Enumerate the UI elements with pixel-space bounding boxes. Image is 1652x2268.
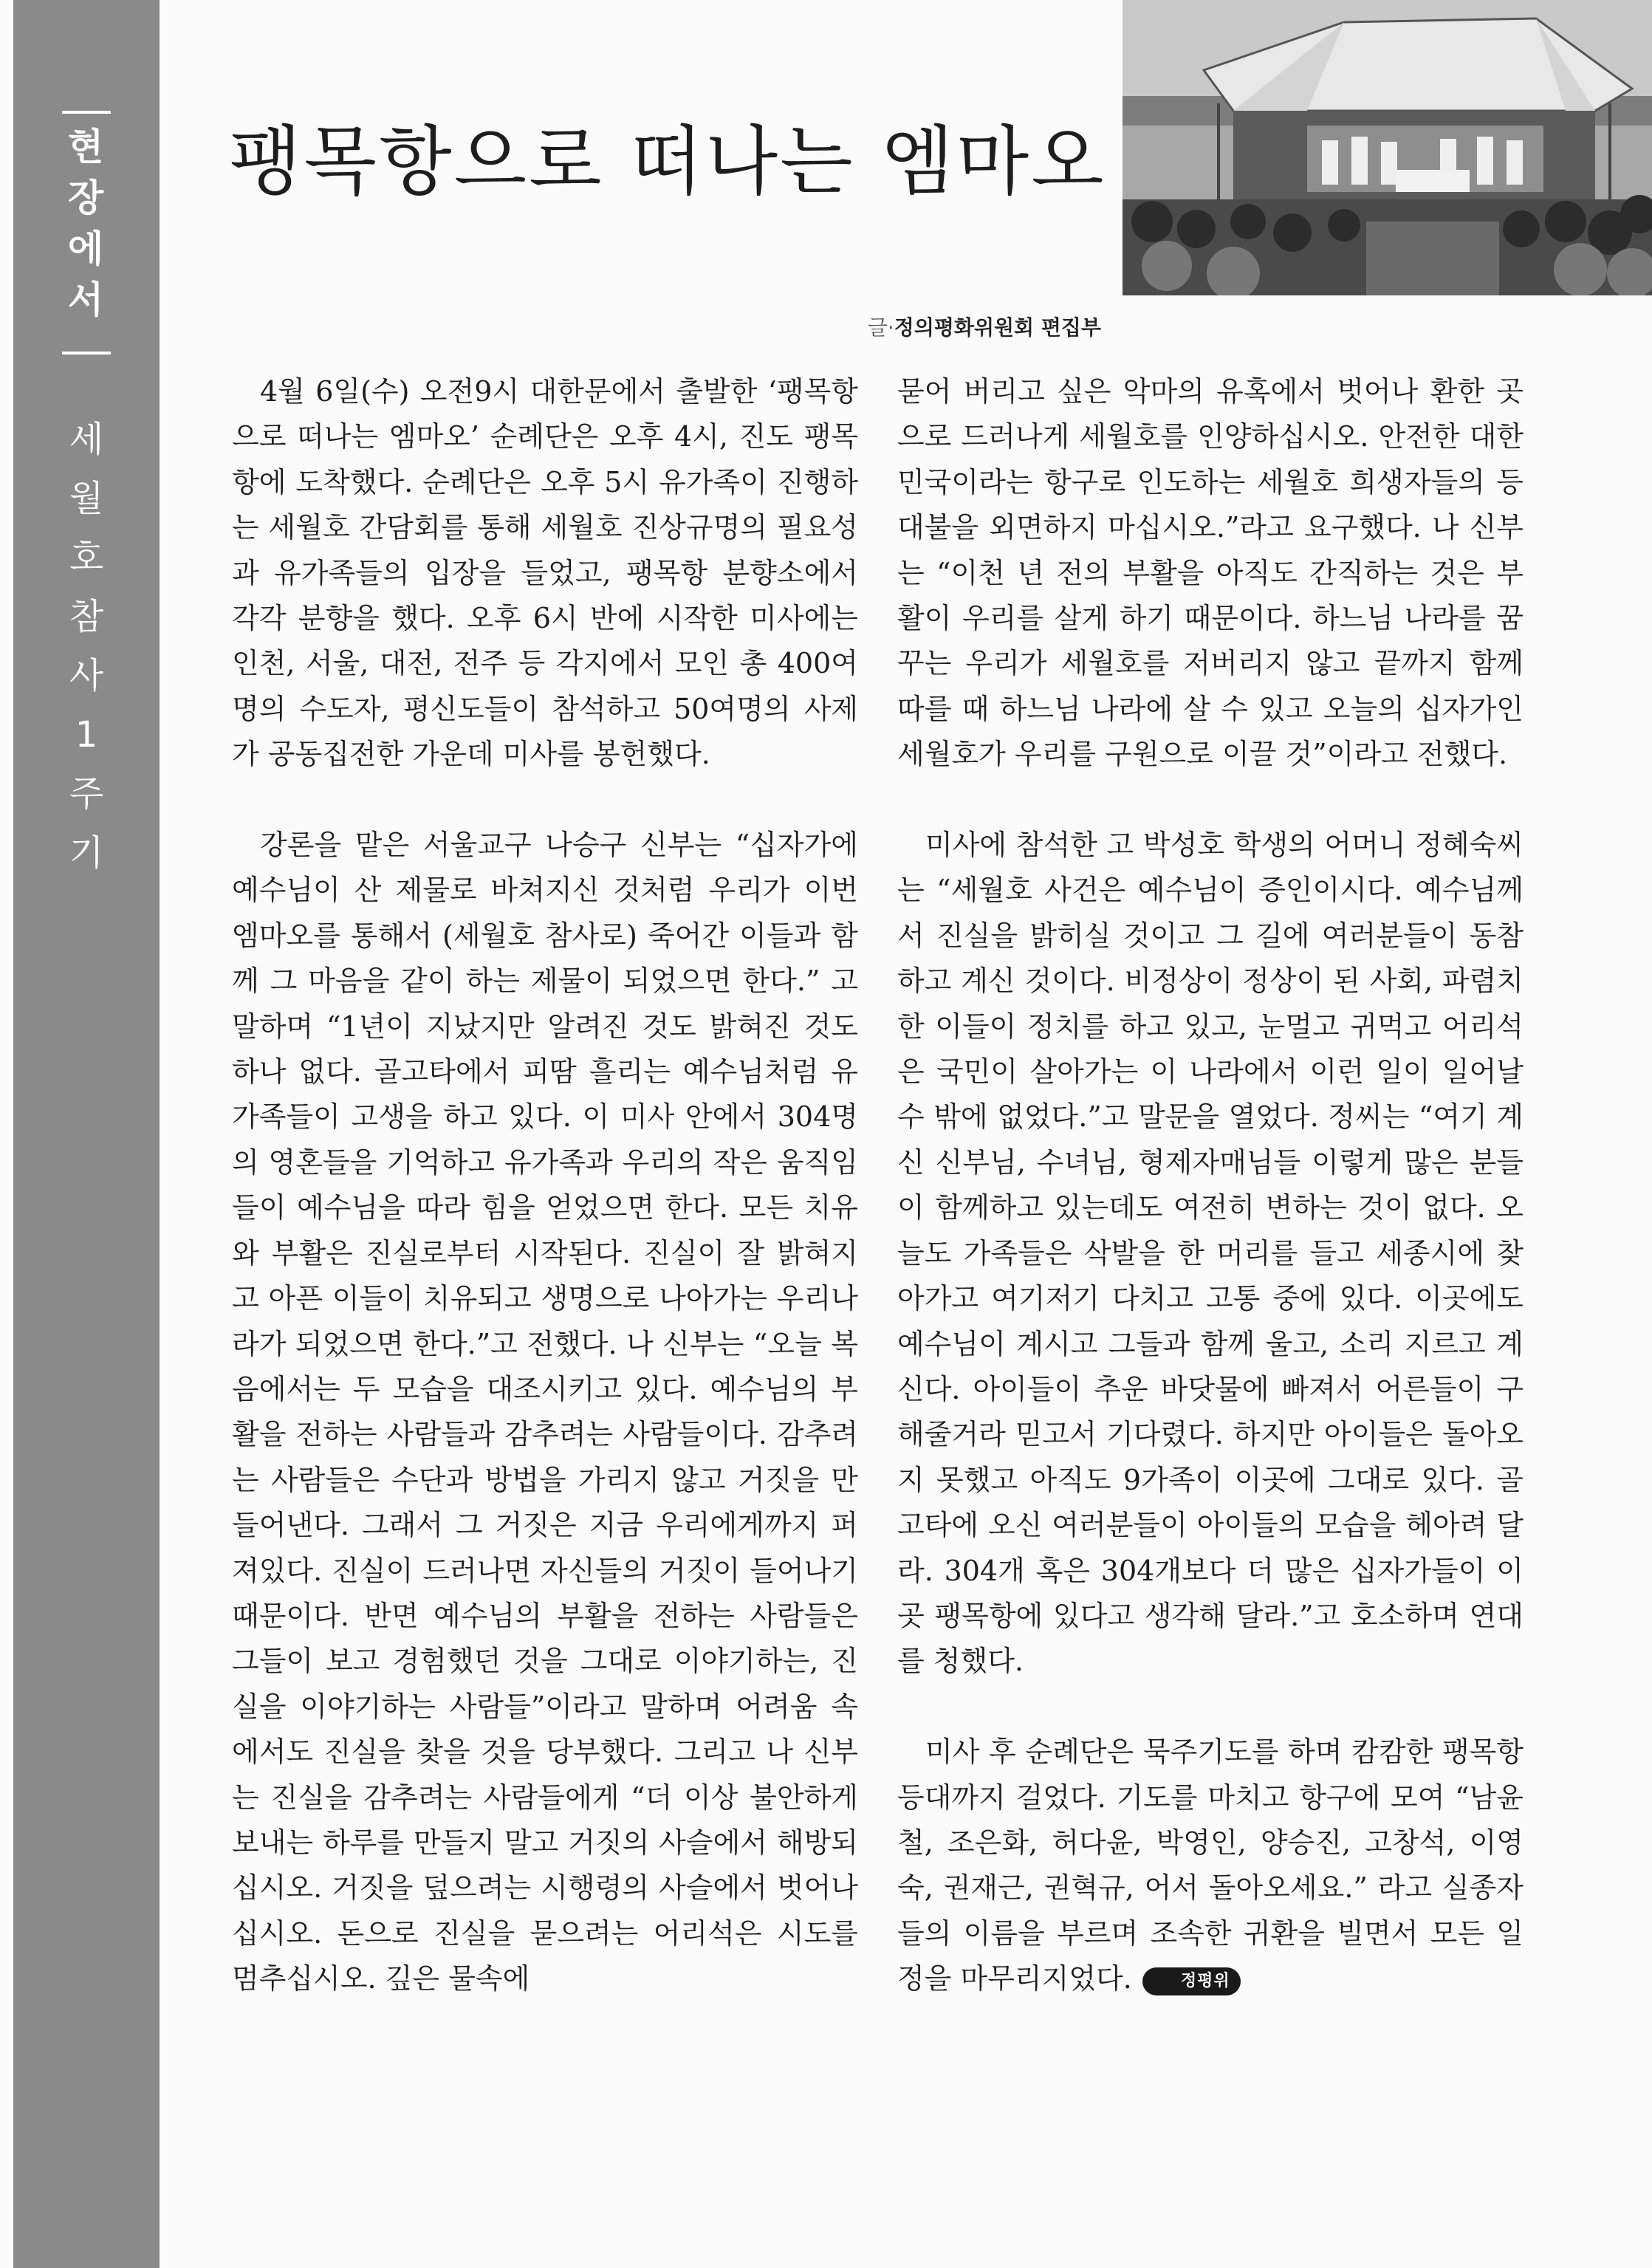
page-title: 팽목항으로 떠나는 엠마오 [229, 118, 1106, 206]
topic-char: 사 [69, 655, 104, 696]
sidebar [13, 0, 160, 2268]
paragraph [897, 1730, 1524, 2001]
topic-char: 참 [69, 596, 104, 637]
topic-char: 기 [69, 832, 104, 874]
topic-char: 세 [69, 419, 104, 460]
paragraph: 4월 6일(수) 오전9시 대한문에서 출발한 ‘팽목항으로 떠나는 엠마오’ 순례단은 오후 4시, 진도 팽목항에 도착했다. 순례단은 오후 5시 유가족이 진행하는 세월호 간담회를 통해 세월호 진상규명의 필요성과 유가족들의 입장을 들었고, 팽목항 분향소에서 각각 분향을 했다. 오후 6시 반에 시작한 미사에는 인천, 서울, 대전, 전주 등 각지에서 모인 총 400여명의 수도자, 평신도들이 참석하고 50여명의 사제가 공동집전한 가운데 미사를 봉헌했다. [232, 375, 858, 771]
section-top-rule [62, 111, 111, 114]
end-mark: 정평위 [1142, 1967, 1241, 1995]
paragraph: 묻어 버리고 싶은 악마의 유혹에서 벗어나 환한 곳으로 드러나게 세월호를 인양하십시오. 안전한 대한민국이라는 항구로 인도하는 세월호 희생자들의 등대불을 외면하지 마십시오.”라고 요구했다. 나 신부는 “이천 년 전의 부활을 아직도 간직하는 것은 부활이 우리를 살게 하기 때문이다. 하느님 나라를 꿈꾸는 우리가 세월호를 저버리지 않고 끝까지 함께 따를 때 하느님 나라에 살 수 있고 오늘의 십자가인 세월호가 우리를 구원으로 이끌 것”이라고 전했다. [897, 375, 1524, 771]
topic-label [13, 410, 160, 883]
section-label: 현장에서 [67, 126, 106, 321]
topic-char: 1 [75, 714, 98, 756]
topic-char: 호 [69, 537, 104, 578]
paragraph: 미사에 참석한 고 박성호 학생의 어머니 정혜숙씨는 “세월호 사건은 예수님이 증인이시다. 예수님께서 진실을 밝히실 것이고 그 길에 여러분들이 동참하고 계신 것이다. 비정상이 정상이 된 사회, 파렴치한 이들이 정치를 하고 있고, 눈멀고 귀먹고 어리석은 국민이 살아가는 이 나라에서 이런 일이 일어날 수 밖에 없었다.”고 말문을 열었다. 정씨는 “여기 계신 신부님, 수녀님, 형제자매님들 이렇게 많은 분들이 함께하고 있는데도 여전히 변하는 것이 없다. 오늘도 가족들은 삭발을 한 머리를 들고 세종시에 찾아가고 여기저기 다치고 고통 중에 있다. 이곳에도 예수님이 계시고 그들과 함께 울고, 소리 지르고 계신다. 아이들이 추운 바닷물에 빠져서 어른들이 구해줄거라 믿고서 기다렸다. 하지만 아이들은 돌아오지 못했고 아직도 9가족이 이곳에 그대로 있다. 골고타에 오신 여러분들이 아이들의 모습을 헤아려 달라. 304개 혹은 304개보다 더 많은 십자가들이 이 곳 팽목항에 있다고 생각해 달라.”고 호소하며 연대를 청했다. [897, 829, 1524, 1678]
topic-char: 월 [69, 478, 104, 519]
paragraph: 강론을 맡은 서울교구 나승구 신부는 “십자가에 예수님이 산 제물로 바쳐지신 것처럼 우리가 이번 엠마오를 통해서 (세월호 참사로) 죽어간 이들과 함께 그 마음을 같이 하는 제물이 되었으면 한다.” 고 말하며 “1년이 지났지만 알려진 것도 밝혀진 것도 하나 없다. 골고타에서 피땀 흘리는 예수님처럼 유가족들이 고생을 하고 있다. 이 미사 안에서 304명의 영혼들을 기억하고 유가족과 우리의 작은 움직임들이 예수님을 따라 힘을 얻었으면 한다. 모든 치유와 부활은 진실로부터 시작된다. 진실이 잘 밝혀지고 아픈 이들이 치유되고 생명으로 나아가는 우리나라가 되었으면 한다.”고 전했다. 나 신부는 “오늘 복음에서는 두 모습을 대조시키고 있다. 예수님의 부활을 전하는 사람들과 감추려는 사람들이다. 감추려는 사람들은 수단과 방법을 가리지 않고 거짓을 만들어낸다. 그래서 그 거짓은 지금 우리에게까지 퍼져있다. 진실이 드러나면 자신들의 거짓이 들어나기 때문이다. 반면 예수님의 부활을 전하는 사람들은 그들이 보고 경험했던 것을 그대로 이야기하는, 진실을 이야기하는 사람들”이라고 말하며 어려움 속에서도 진실을 찾을 것을 당부했다. 그리고 나 신부는 진실을 감추려는 사람들에게 “더 이상 불안하게 보내는 하루를 만들지 말고 거짓의 사슬에서 해방되십시오. 거짓을 덮으려는 시행령의 사슬에서 벗어나십시오. 돈으로 진실을 묻으려는 어리석은 시도를 멈추십시오. 깊은 물속에 [232, 829, 858, 1995]
mass-photo [1123, 0, 1652, 295]
text-column-left [232, 369, 858, 2002]
paragraph-text: 미사 후 순례단은 묵주기도를 하며 캄캄한 팽목항 등대까지 걸었다. 기도를 마치고 항구에 모여 “남윤철, 조은화, 허다윤, 박영인, 양승진, 고창석, 이영숙, 권재근, 권혁규, 어서 돌아오세요.” 라고 실종자들의 이름을 부르며 조속한 귀환을 빌면서 모든 일정을 마무리지었다. [897, 1736, 1524, 1995]
byline-label: 글· [867, 315, 894, 340]
text-column-right [897, 369, 1524, 2002]
section-bottom-rule [62, 352, 111, 354]
topic-char: 주 [69, 773, 104, 815]
byline-author: 정의평화위원회 편집부 [894, 315, 1101, 340]
byline [868, 313, 1101, 343]
